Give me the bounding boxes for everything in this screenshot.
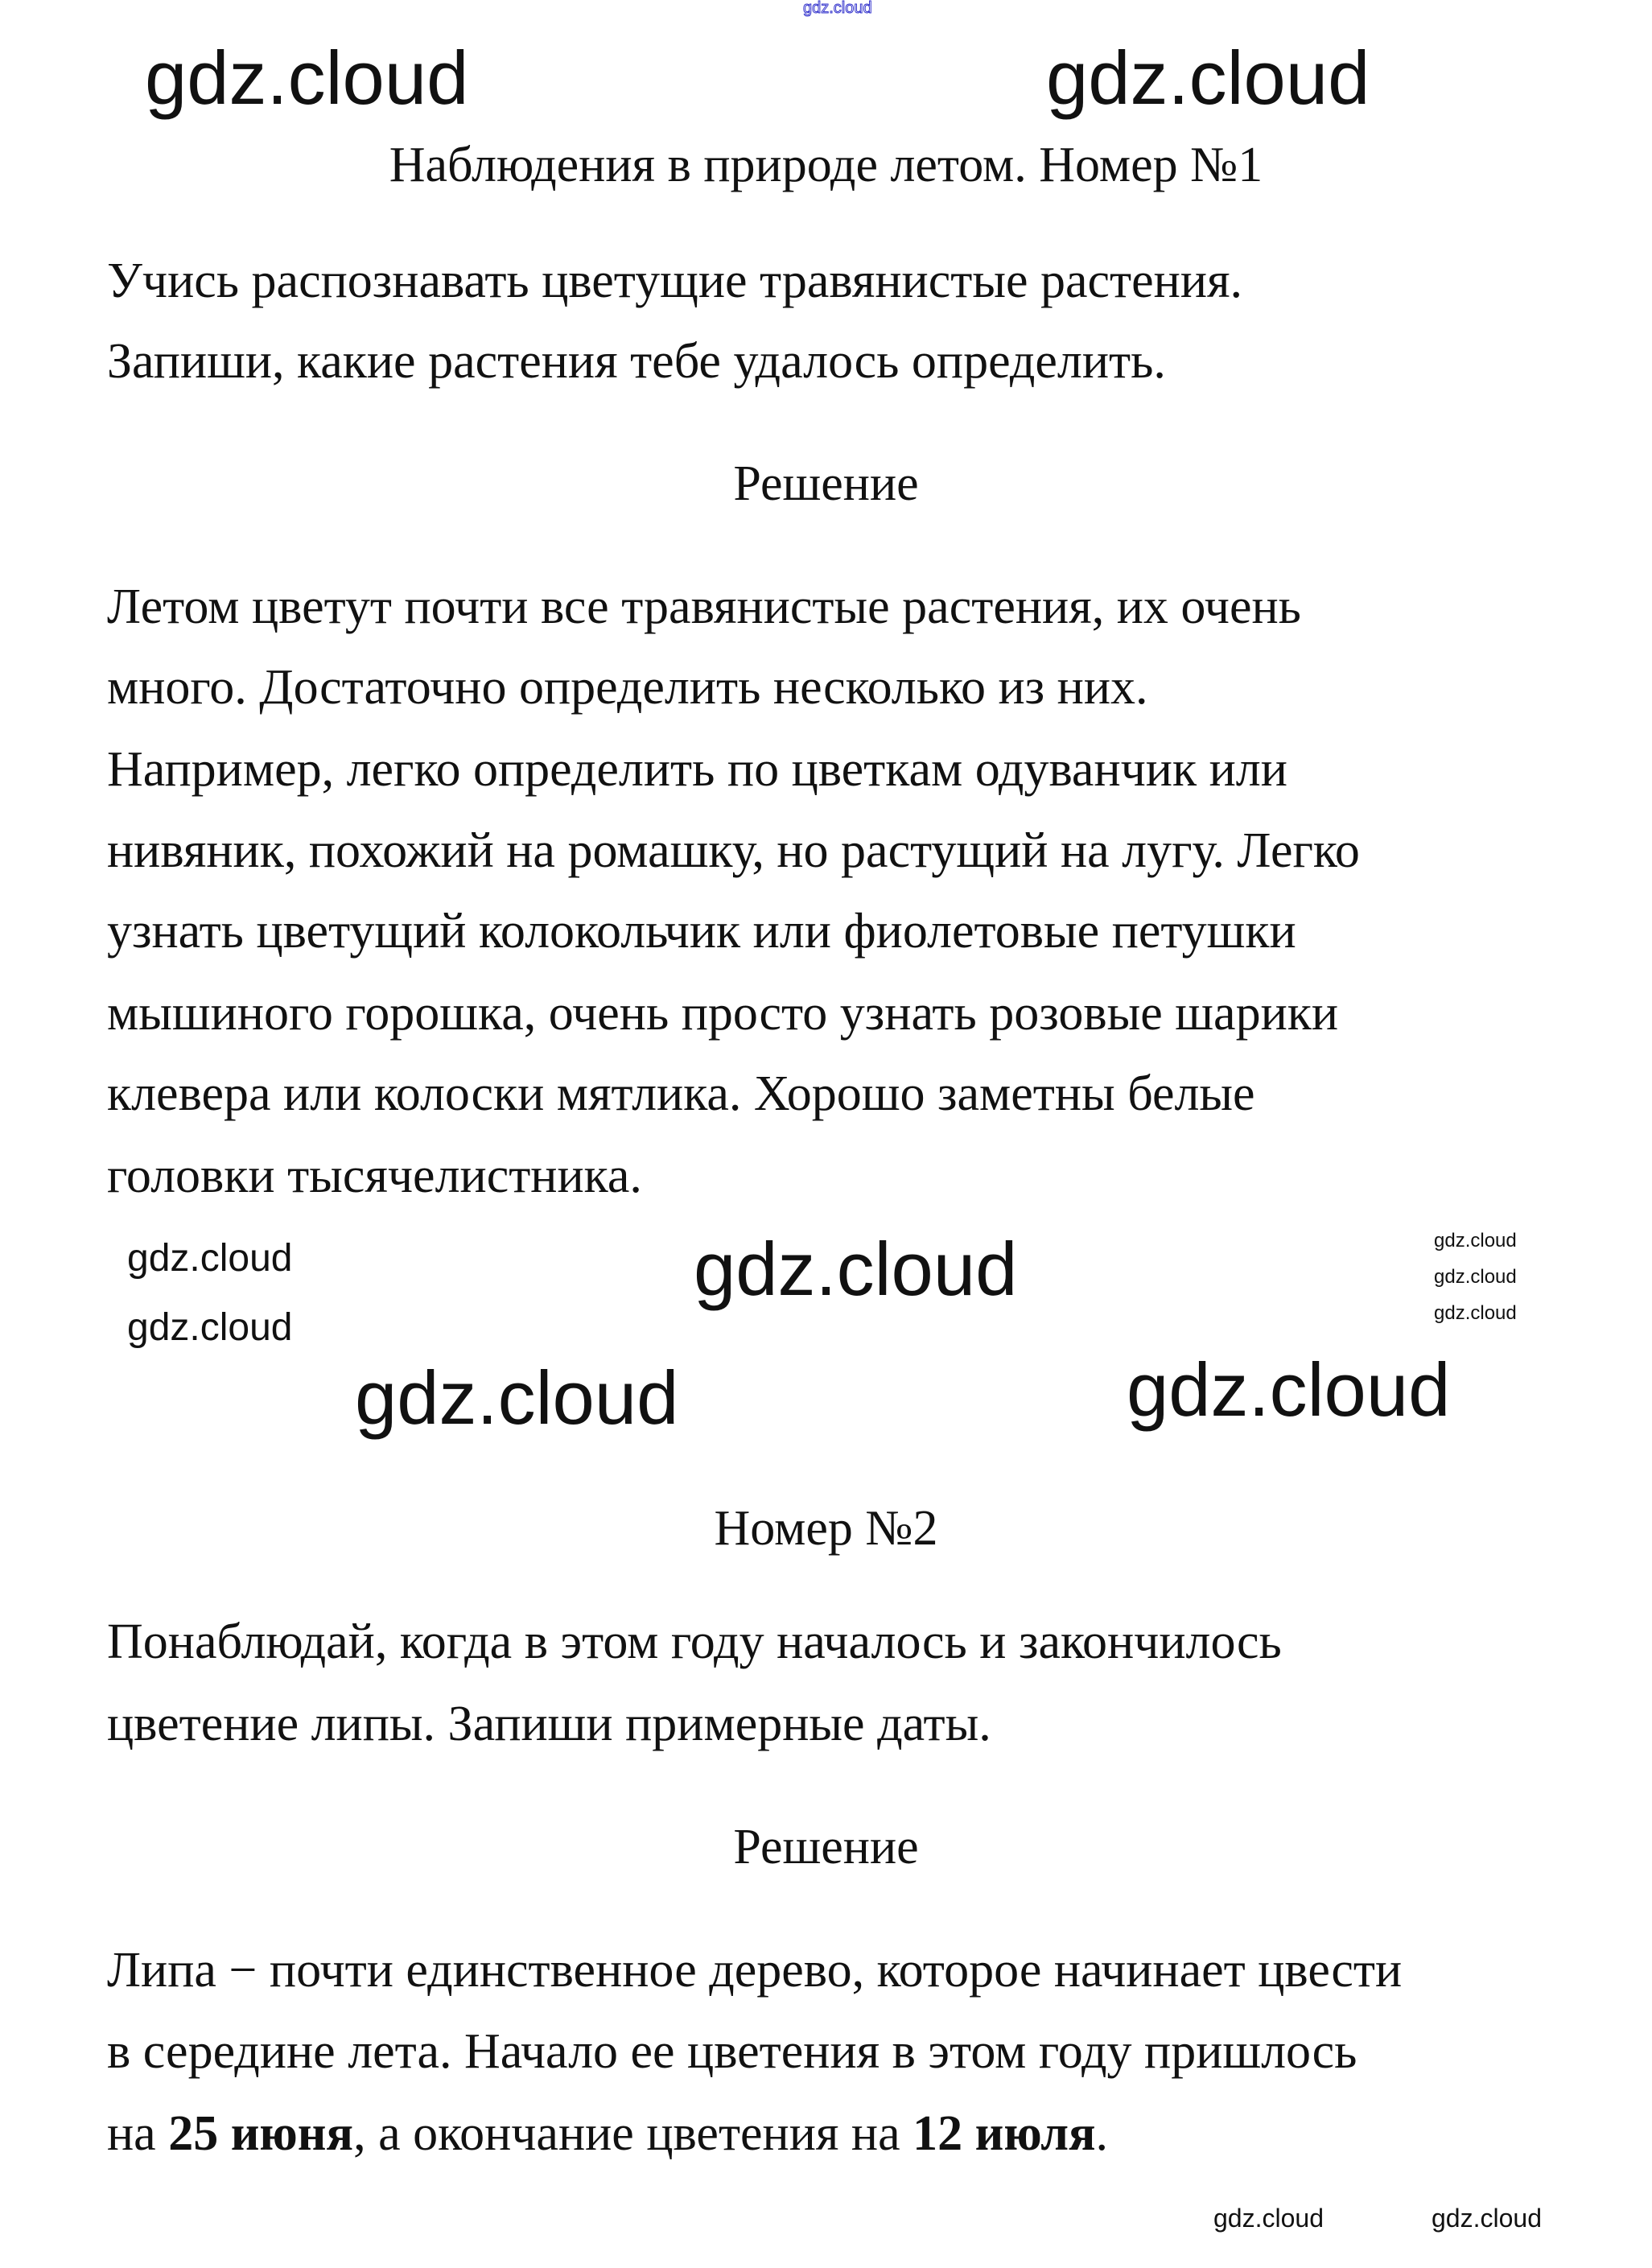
task-line: Понаблюдай, когда в этом году началось и закончилось xyxy=(107,1614,1282,1669)
end-date: 12 июля xyxy=(913,2106,1096,2161)
text: на xyxy=(107,2106,169,2161)
solution-label: Решение xyxy=(733,456,919,511)
watermark: gdz.cloud xyxy=(145,35,469,120)
answer-line: Липа − почти единственное дерево, которое начинает цвести xyxy=(107,1943,1403,1998)
watermark: gdz.cloud xyxy=(694,1227,1018,1311)
watermark: gdz.cloud xyxy=(1127,1347,1451,1432)
text: , а окончание цветения на xyxy=(353,2106,913,2161)
text: . xyxy=(1095,2106,1109,2161)
watermark: gdz.cloud xyxy=(1213,2204,1324,2233)
watermark: gdz.cloud xyxy=(803,0,872,17)
task-line: Учись распознавать цветущие травянистые растения. xyxy=(107,254,1243,308)
task-line: Запиши, какие растения тебе удалось определить. xyxy=(107,334,1166,389)
watermark: gdz.cloud xyxy=(127,1237,293,1280)
answer-line: нивяник, похожий на ромашку, но растущий на лугу. Легко xyxy=(107,823,1360,878)
solution-label: Решение xyxy=(733,1820,919,1874)
section2-title: Номер №2 xyxy=(714,1501,938,1556)
watermark: gdz.cloud xyxy=(1434,1266,1517,1288)
section1-title: Наблюдения в природе летом. Номер №1 xyxy=(389,138,1263,192)
task-line: цветение липы. Запиши примерные даты. xyxy=(107,1697,991,1751)
answer-line: головки тысячелистника. xyxy=(107,1148,642,1203)
watermark: gdz.cloud xyxy=(1432,2204,1542,2233)
watermark: gdz.cloud xyxy=(355,1355,679,1440)
answer-line: Например, легко определить по цветкам одуванчик или xyxy=(107,742,1287,797)
answer-line: Летом цветут почти все травянистые растения, их очень xyxy=(107,579,1301,634)
answer-line-dates xyxy=(107,2105,1108,2163)
watermark: gdz.cloud xyxy=(1434,1302,1517,1324)
watermark: gdz.cloud xyxy=(1434,1230,1517,1252)
start-date: 25 июня xyxy=(168,2106,354,2161)
answer-line: узнать цветущий колокольчик или фиолетовые петушки xyxy=(107,904,1296,959)
answer-line: много. Достаточно определить несколько из них. xyxy=(107,660,1148,715)
answer-line: в середине лета. Начало ее цветения в этом году пришлось xyxy=(107,2024,1357,2079)
watermark: gdz.cloud xyxy=(127,1306,293,1349)
answer-line: мышиного горошка, очень просто узнать розовые шарики xyxy=(107,986,1339,1041)
watermark: gdz.cloud xyxy=(1046,35,1370,120)
answer-line: клевера или колоски мятлика. Хорошо заметны белые xyxy=(107,1066,1255,1121)
